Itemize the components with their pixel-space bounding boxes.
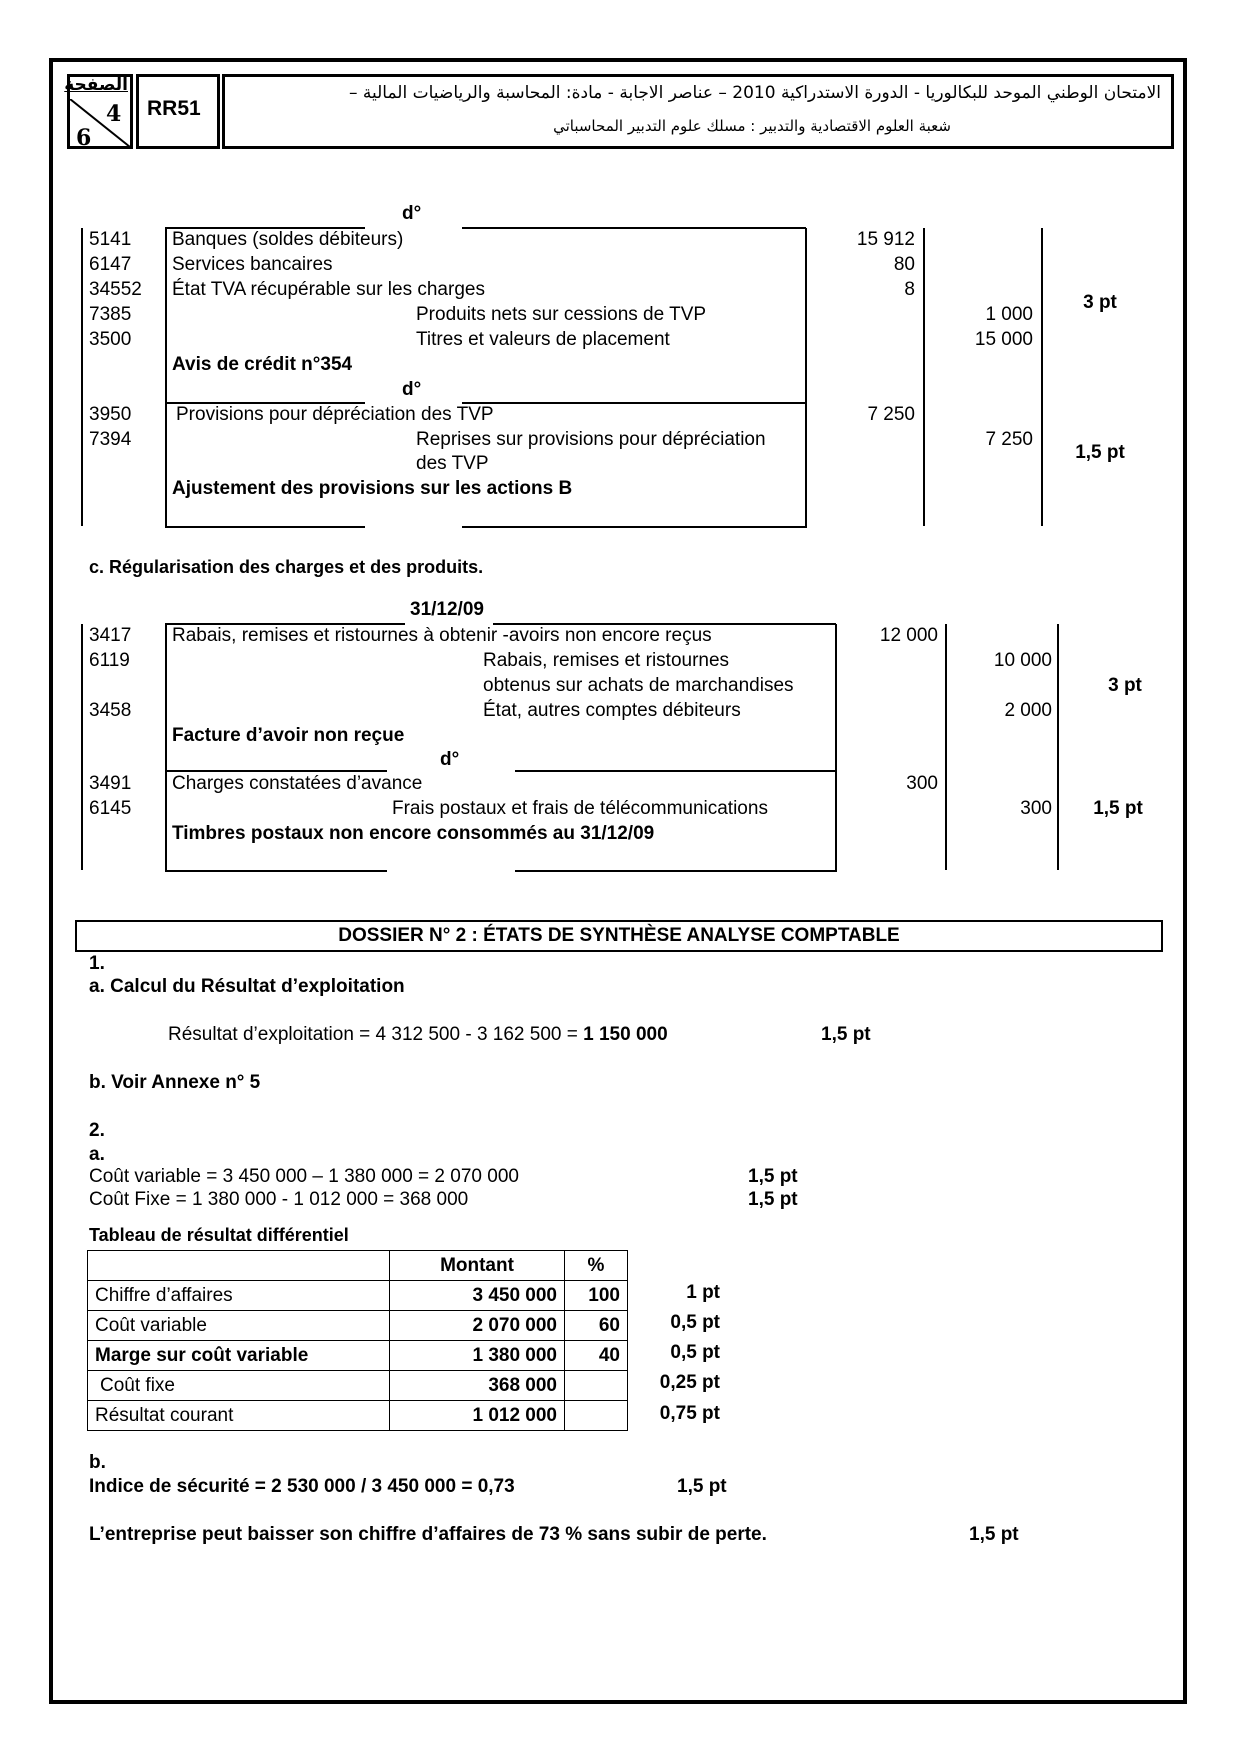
credit-amount: 15 000 bbox=[974, 329, 1033, 350]
table-title: Tableau de résultat différentiel bbox=[89, 1225, 349, 1245]
entry-date: 31/12/09 bbox=[410, 599, 484, 620]
rule bbox=[165, 870, 387, 872]
debit-amount: 8 bbox=[904, 279, 915, 300]
table-header-cell bbox=[88, 1251, 390, 1281]
rule bbox=[515, 870, 836, 872]
points: 1,5 pt bbox=[748, 1166, 798, 1187]
entry-caption: Avis de crédit n°354 bbox=[172, 354, 353, 375]
credit-amount: 7 250 bbox=[985, 429, 1033, 450]
entry-caption: Ajustement des provisions sur les actions B bbox=[172, 478, 573, 499]
account-label: État, autres comptes débiteurs bbox=[483, 700, 741, 721]
account-label: Rabais, remises et ristournes bbox=[483, 650, 730, 671]
points: 1,5 pt bbox=[1075, 442, 1125, 463]
rule bbox=[1041, 228, 1043, 526]
row-label: Marge sur coût variable bbox=[88, 1341, 390, 1371]
rule bbox=[462, 402, 806, 404]
points: 3 pt bbox=[1083, 292, 1117, 313]
rule bbox=[923, 228, 925, 526]
section-title: c. Régularisation des charges et des produits. bbox=[89, 557, 484, 577]
question-title: b. Voir Annexe n° 5 bbox=[89, 1072, 261, 1093]
debit-amount: 300 bbox=[906, 773, 938, 794]
rule bbox=[165, 526, 365, 528]
account-label-cont: obtenus sur achats de marchandises bbox=[483, 675, 794, 696]
rule bbox=[515, 770, 836, 772]
row-label: Coût fixe bbox=[88, 1371, 390, 1401]
table-row bbox=[88, 1371, 628, 1401]
question-number: 2. bbox=[89, 1120, 105, 1141]
rule bbox=[81, 624, 83, 870]
account-code: 7394 bbox=[89, 429, 132, 450]
points: 1,5 pt bbox=[748, 1189, 798, 1210]
formula-result: 1 150 000 bbox=[583, 1024, 668, 1045]
question-title: b. bbox=[89, 1452, 106, 1473]
row-percent bbox=[565, 1401, 628, 1431]
question-number: 1. bbox=[89, 953, 105, 974]
account-label: Frais postaux et frais de télécommunications bbox=[392, 798, 768, 819]
debit-amount: 7 250 bbox=[867, 404, 915, 425]
credit-amount: 1 000 bbox=[985, 304, 1033, 325]
rule bbox=[165, 624, 167, 872]
rule bbox=[945, 624, 947, 870]
calc-line: Coût variable = 3 450 000 – 1 380 000 = 2 070 000 bbox=[89, 1166, 519, 1187]
rule bbox=[835, 624, 837, 872]
row-label: Chiffre d’affaires bbox=[88, 1281, 390, 1311]
rule bbox=[462, 526, 806, 528]
debit-amount: 80 bbox=[893, 254, 915, 275]
account-code: 3500 bbox=[89, 329, 132, 350]
row-percent: 40 bbox=[565, 1341, 628, 1371]
account-code: 6147 bbox=[89, 254, 132, 275]
points: 1,5 pt bbox=[821, 1024, 871, 1045]
rule bbox=[165, 770, 387, 772]
points: 0,25 pt bbox=[659, 1372, 720, 1393]
debit-amount: 15 912 bbox=[856, 229, 915, 250]
rule bbox=[805, 228, 807, 528]
rule bbox=[1057, 624, 1059, 870]
points: 1 pt bbox=[686, 1282, 720, 1303]
row-amount: 2 070 000 bbox=[390, 1311, 565, 1341]
entry-date: d° bbox=[440, 749, 460, 770]
page-total: 6 bbox=[76, 125, 92, 151]
exam-code: RR51 bbox=[147, 97, 201, 120]
account-label: Titres et valeurs de placement bbox=[416, 329, 670, 350]
exam-code-box bbox=[136, 74, 220, 149]
question-title: a. Calcul du Résultat d’exploitation bbox=[89, 976, 405, 997]
table-row bbox=[88, 1341, 628, 1371]
entry-date: d° bbox=[402, 379, 422, 400]
account-code: 7385 bbox=[89, 304, 132, 325]
account-label: Rabais, remises et ristournes à obtenir -avoirs non encore reçus bbox=[172, 625, 712, 646]
points: 1,5 pt bbox=[677, 1476, 727, 1497]
rule bbox=[165, 228, 167, 528]
row-percent bbox=[565, 1371, 628, 1401]
points: 0,5 pt bbox=[670, 1342, 720, 1363]
table-header-cell: % bbox=[565, 1251, 628, 1281]
table-header-cell: Montant bbox=[390, 1251, 565, 1281]
account-label: Reprises sur provisions pour dépréciation bbox=[416, 429, 766, 450]
credit-amount: 2 000 bbox=[1004, 700, 1052, 721]
entry-caption: Facture d’avoir non reçue bbox=[172, 725, 405, 746]
conclusion-line: L’entreprise peut baisser son chiffre d’affaires de 73 % sans subir de perte. bbox=[89, 1524, 767, 1545]
table-row bbox=[88, 1311, 628, 1341]
account-code: 3417 bbox=[89, 625, 132, 646]
account-label-cont: des TVP bbox=[416, 453, 489, 474]
account-label: Services bancaires bbox=[172, 254, 333, 275]
row-percent: 60 bbox=[565, 1311, 628, 1341]
account-label: Provisions pour dépréciation des TVP bbox=[176, 404, 494, 425]
account-code: 6119 bbox=[89, 650, 130, 671]
exam-title-line2: شعبة العلوم الاقتصادية والتدبير : مسلك علوم التدبير المحاسباتي bbox=[553, 117, 951, 135]
account-code: 3458 bbox=[89, 700, 132, 721]
account-code: 3950 bbox=[89, 404, 132, 425]
exam-title-box bbox=[222, 74, 1174, 149]
account-code: 3491 bbox=[89, 773, 132, 794]
account-label: Banques (soldes débiteurs) bbox=[172, 229, 404, 250]
table-row bbox=[88, 1401, 628, 1431]
debit-amount: 12 000 bbox=[879, 625, 938, 646]
rule bbox=[81, 228, 83, 526]
credit-amount: 10 000 bbox=[993, 650, 1052, 671]
account-code: 34552 bbox=[89, 279, 142, 300]
formula-line bbox=[168, 1024, 668, 1046]
page-number-box bbox=[64, 74, 133, 151]
account-label: Produits nets sur cessions de TVP bbox=[416, 304, 707, 325]
account-label: Charges constatées d’avance bbox=[172, 773, 423, 794]
safety-index-line: Indice de sécurité = 2 530 000 / 3 450 000 = 0,73 bbox=[89, 1476, 515, 1497]
points: 3 pt bbox=[1108, 675, 1142, 696]
entry-caption: Timbres postaux non encore consommés au 31/12/09 bbox=[172, 823, 655, 844]
points: 0,5 pt bbox=[670, 1312, 720, 1333]
page-number: 4 bbox=[106, 101, 122, 127]
question-title: a. bbox=[89, 1144, 105, 1165]
table-row bbox=[88, 1281, 628, 1311]
points: 1,5 pt bbox=[969, 1524, 1019, 1545]
account-label: État TVA récupérable sur les charges bbox=[172, 279, 485, 300]
entry-date: d° bbox=[402, 203, 422, 224]
row-amount: 3 450 000 bbox=[390, 1281, 565, 1311]
credit-amount: 300 bbox=[1020, 798, 1052, 819]
account-code: 5141 bbox=[89, 229, 132, 250]
calc-line: Coût Fixe = 1 380 000 - 1 012 000 = 368 000 bbox=[89, 1189, 469, 1210]
rule bbox=[462, 227, 806, 229]
row-percent: 100 bbox=[565, 1281, 628, 1311]
points: 0,75 pt bbox=[659, 1403, 720, 1424]
formula-text: Résultat d’exploitation = 4 312 500 - 3 162 500 = bbox=[168, 1024, 584, 1045]
row-amount: 1 012 000 bbox=[390, 1401, 565, 1431]
row-label: Coût variable bbox=[88, 1311, 390, 1341]
points: 1,5 pt bbox=[1093, 798, 1143, 819]
row-amount: 1 380 000 bbox=[390, 1341, 565, 1371]
table-header-row bbox=[88, 1251, 628, 1281]
exam-title-line1: الامتحان الوطني الموحد للبكالوريا - الدورة الاستدراكية 2010 – عناصر الاجابة - مادة: المحاسبة والرياضيات المالية – bbox=[348, 83, 1161, 103]
account-code: 6145 bbox=[89, 798, 132, 819]
page-label: الصفحة bbox=[64, 75, 128, 95]
dossier-title: DOSSIER N° 2 : ÉTATS DE SYNTHÈSE ANALYSE COMPTABLE bbox=[75, 920, 1163, 952]
row-label: Résultat courant bbox=[88, 1401, 390, 1431]
differential-result-table bbox=[87, 1250, 628, 1431]
row-amount: 368 000 bbox=[390, 1371, 565, 1401]
